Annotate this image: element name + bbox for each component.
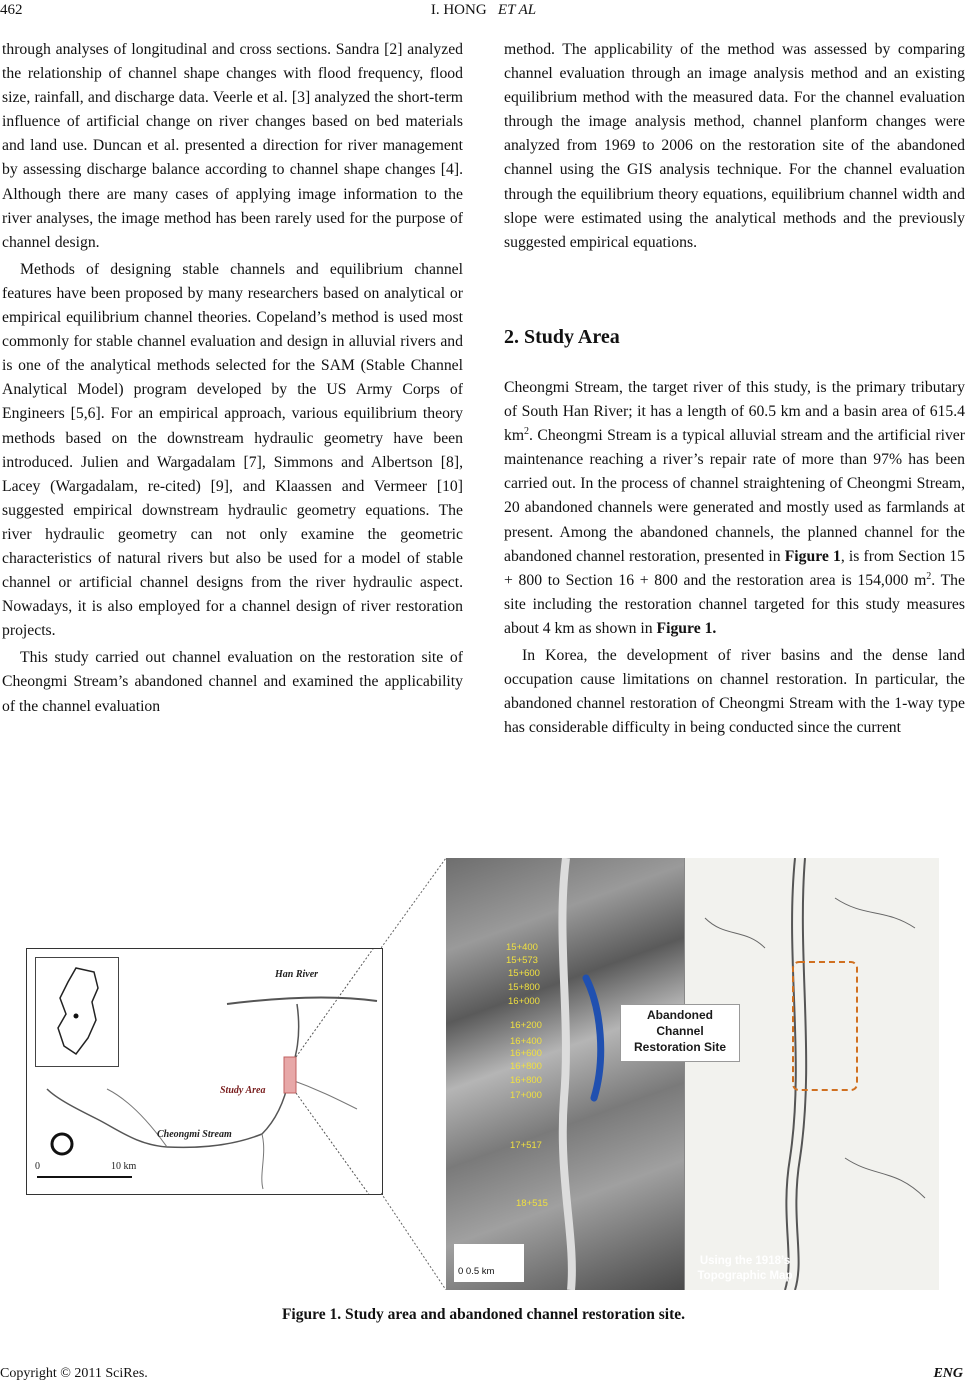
paragraph: In Korea, the development of river basins and the dense land occupation cause limitations on channel restoration. In particular, the abandoned channel restoration of Cheongmi Stream with the 1-way type has considerable difficulty in being conducted since the current <box>504 647 965 737</box>
section-label: 16+200 <box>510 1020 542 1031</box>
section-heading: 2. Study Area <box>504 326 620 348</box>
section-label: 15+400 <box>506 942 538 953</box>
figure-1 <box>26 858 938 1290</box>
journal-name: ENG <box>933 1366 963 1381</box>
section-label: 17+000 <box>510 1090 542 1101</box>
copyright: Copyright © 2011 SciRes. <box>0 1366 148 1381</box>
running-header: I. HONG ET AL <box>430 2 537 18</box>
paragraph: Methods of designing stable channels and equilibrium channel features have been proposed by many researchers based on analytical or empirical equilibrium channel theories. Copeland’s method is used most commonly for stable channel evaluation and design in alluvial rivers and is one of the analytical methods selected for the SAM (Stable Channel Analytical Model) program developed by the US Army Corps of Engineers [5,6]. For an empirical approach, various equilibrium theory methods based on the downstream hydraulic geometry have been introduced. Julien and Wargadalam [7], Simmons and Albertson [8], Lacey (Wargadalam, re-cited) [9], and Klaassen and Vermeer [10] suggested empirical downstream hydraulic geometry equations. The river hydraulic geometry can not only examine the geometric characteristics of natural rivers but also be used for a model of stable channel or artificial channel designs from the river hydraulic aspect. Nowadays, it is also employed for a channel design of river restoration projects. <box>2 260 463 640</box>
topographic-map-label: Using the 1918’s Topographic Map <box>697 1255 793 1282</box>
section-label: 17+517 <box>510 1140 542 1151</box>
study-area-label: Study Area <box>220 1085 266 1096</box>
section-label: 16+600 <box>510 1048 542 1059</box>
section-label: 18+515 <box>516 1198 548 1209</box>
paragraph: Cheongmi Stream, the target river of this study, is the primary tributary of South Han River; it has a length of 60.5 km and a basin area of 615.4 $km^2$. Cheongmi Stream is a typical alluvial stream and the artificial river maintenance reaching a river’s repair rate of more than 97% has been carried out. In the process of channel straightening of Cheongmi Stream, 20 abandoned channels were generated and mostly used as farmlands at present. Among the abandoned channels, the planned channel for the abandoned channel restoration, presented in Figure 1, is from Section 15 + 800 to Section 16 + 800 and the restoration area is 154,000 $m^2$. The site including the restoration channel targeted for this study measures about 4 km as shown in Figure 1. <box>504 379 966 637</box>
aerial-photo <box>446 858 684 1290</box>
paragraph: through analyses of longitudinal and cross sections. Sandra [2] analyzed the relationship of channel shape changes with flood frequency, flood size, rainfall, and discharge data. Veerle et al. [3] analyzed the short-term influence of artificial change on river changes based on bed materials and land use. Duncan et al. presented a direction for river management by assessing discharge balance according to channel shape changes [4]. Although there are many cases of applying image information to the river analyses, the image method has been rarely used for the purpose of channel design. <box>2 41 463 251</box>
paragraph: method. The applicability of the method was assessed by comparing channel evaluation through an image analysis method and an existing equilibrium method with the measured data. For the channel evaluation through the image analysis method, channel planform changes were analyzed from 1969 to 2006 on the restoration site of the abandoned channel using the GIS analysis technique. For the channel evaluation through the equilibrium theory equations, equilibrium channel width and slope were estimated using the analytical methods and the previously suggested empirical equations. <box>504 41 965 251</box>
section-label: 15+800 <box>508 982 540 993</box>
right-column <box>504 38 965 255</box>
river-network <box>27 949 382 1194</box>
zoom-lines <box>381 858 451 1290</box>
topographic-map-1918 <box>684 858 939 1290</box>
restoration-site-label: Abandoned Channel Restoration Site <box>620 1004 740 1062</box>
section-label: 16+800 <box>510 1061 542 1072</box>
scale-ten: 10 km <box>111 1161 137 1172</box>
section-label: 15+600 <box>508 968 540 979</box>
section-label: 15+573 <box>506 955 538 966</box>
scale-small: 0 0.5 km <box>458 1266 495 1277</box>
cheongmi-label: Cheongmi Stream <box>157 1129 232 1140</box>
page-number: 462 <box>0 2 23 18</box>
right-column-lower <box>504 376 965 740</box>
study-area-map <box>26 948 383 1195</box>
section-label: 16+400 <box>510 1036 542 1047</box>
han-river-label: Han River <box>275 969 319 980</box>
paragraph: This study carried out channel evaluation on the restoration site of Cheongmi Stream’s abandoned channel and examined the applicability of the channel evaluation <box>2 649 463 715</box>
left-column <box>2 38 463 719</box>
scale-zero: 0 <box>35 1161 40 1172</box>
section-label: 16+800 <box>510 1075 542 1086</box>
figure-caption: Figure 1. Study area and abandoned channel restoration site. <box>281 1306 686 1323</box>
section-label: 16+000 <box>508 996 540 1007</box>
